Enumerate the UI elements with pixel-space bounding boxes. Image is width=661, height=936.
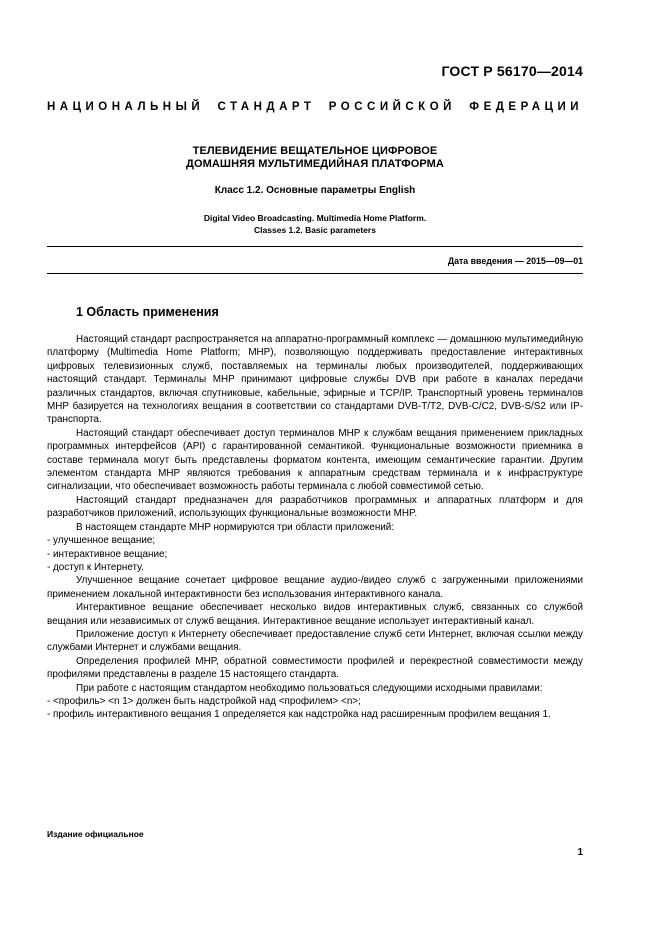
- title-en: [47, 212, 583, 236]
- paragraph: Настоящий стандарт обеспечивает доступ терминалов MHP к службам вещания применением прикладных программных интерфейсов (API) с гарантированной семантикой. Функциональные возможности приемника в составе терминала могут быть представлены форматом контента, имеющим семантические гарантии. Другим элементом стандарта MHP являются требования к аппаратным средствам терминала и к инфраструктуре сигнализации, что обеспечивает возможность работы терминала с любой совместимой сетью.: [47, 427, 583, 493]
- title-en-line-2: Classes 1.2. Basic parameters: [254, 225, 376, 235]
- title-ru-line-2: ДОМАШНЯЯ МУЛЬТИМЕДИЙНАЯ ПЛАТФОРМА: [186, 158, 444, 170]
- title-en-line-1: Digital Video Broadcasting. Multimedia Home Platform.: [203, 213, 427, 223]
- paragraph: Настоящий стандарт распространяется на аппаратно-программный комплекс — домашнюю мультимедийную платформу (Multimedia Home Platform; MHP), позволяющую поддерживать предоставление интерактивных цифровых телевизионных служб, поставляемых на терминалы любых производителей, поддерживающих настоящий стандарт. Терминалы MHP принимают цифровые службы DVB при работе в каналах передачи различных стандартов, включая спутниковые, кабельные, эфирные и TCP/IP. Транспортный уровень терминалов MHP базируется на технологиях вещания в соответствии со стандартами DVB-T/T2, DVB-C/C2, DVB-S/S2 или IP-транспорта.: [47, 334, 583, 426]
- list-item: - профиль интерактивного вещания 1 определяется как надстройка над расширенным профилем вещания 1.: [47, 709, 551, 721]
- paragraph: При работе с настоящим стандартом необходимо пользоваться следующими исходными правилами:: [76, 682, 543, 694]
- introduction-date: Дата введения — 2015—09—01: [447, 256, 583, 266]
- list-item: - доступ к Интернету.: [47, 561, 144, 573]
- paragraph: Определения профилей MHP, обратной совместимости профилей и перекрестной совместимости между профилями представлены в разделе 15 настоящего стандарта.: [47, 655, 583, 681]
- subtitle-ru: Класс 1.2. Основные параметры English: [214, 185, 416, 196]
- official-edition-note: Издание официальное: [47, 829, 144, 839]
- page-number: 1: [577, 847, 583, 858]
- paragraph: Улучшенное вещание сочетает цифровое вещание аудио-/видео служб с загруженными приложениями применением локальной интерактивности без использования интерактивного канала.: [47, 575, 583, 600]
- paragraph: Настоящий стандарт предназначен для разработчиков программных и аппаратных платформ и для разработчиков приложений, использующих функциональные возможности MHP.: [47, 494, 583, 520]
- paragraph: В настоящем стандарте MHP нормируются три области приложений:: [76, 521, 395, 533]
- list-item: - интерактивное вещание;: [47, 548, 168, 560]
- paragraph: Приложение доступ к Интернету обеспечивает предоставление служб сети Интернет, включая ссылки между службами Интернет и службами вещания.: [47, 628, 583, 654]
- list-item: - <профиль> <n 1> должен быть надстройкой над <профилем> <n>;: [47, 695, 361, 707]
- title-block: [47, 145, 583, 236]
- title-ru: [47, 145, 583, 171]
- top-divider: [47, 246, 583, 247]
- section-heading: 1 Область применения: [76, 305, 219, 319]
- bottom-divider: [47, 273, 583, 274]
- paragraph: Интерактивное вещание обеспечивает несколько видов интерактивных служб, связанных со службой вещания или независимых от служб вещания. Интерактивное вещание использует интерактивный канал.: [47, 602, 583, 627]
- title-ru-line-1: ТЕЛЕВИДЕНИЕ ВЕЩАТЕЛЬНОЕ ЦИФРОВОЕ: [192, 145, 438, 157]
- section-body: [47, 333, 583, 722]
- standard-number: ГОСТ Р 56170—2014: [441, 63, 583, 79]
- standard-banner: НАЦИОНАЛЬНЫЙ СТАНДАРТ РОССИЙСКОЙ ФЕДЕРАЦИИ: [47, 101, 583, 113]
- list-item: - улучшенное вещание;: [47, 535, 156, 547]
